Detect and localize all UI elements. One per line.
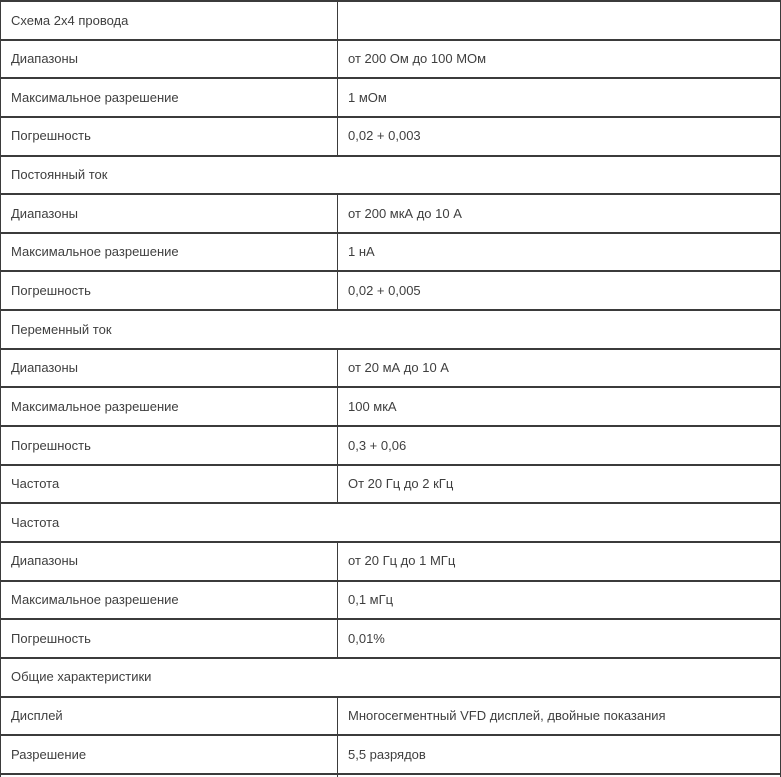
table-row [1,388,780,427]
section-header-row [1,659,780,698]
table-row [1,272,780,311]
table-row [1,41,780,80]
table-row [1,79,780,118]
spec-value: 5,5 разрядов [337,736,780,773]
spec-value [337,2,780,39]
spec-label: Погрешность [11,437,91,453]
table-row [1,698,780,737]
table-row [1,543,780,582]
table-row [1,582,780,621]
spec-value: 100 мкА [337,388,780,425]
spec-value: 0,01% [337,620,780,657]
spec-value: 0,02 + 0,005 [337,272,780,309]
section-title: Постоянный ток [11,167,108,183]
spec-value: от 20 мА до 10 А [337,350,780,387]
spec-label: Максимальное разрешение [11,244,179,260]
section-header-row [1,157,780,196]
spec-label: Погрешность [11,128,91,144]
spec-label: Погрешность [11,630,91,646]
section-header-row [1,504,780,543]
spec-label: Частота [11,476,60,492]
spec-value: от 20 Гц до 1 МГц [337,543,780,580]
spec-label: Диапазоны [11,553,78,569]
spec-value: от 200 Ом до 100 МОм [337,41,780,78]
spec-label: Максимальное разрешение [11,89,179,105]
spec-value: 0,02 + 0,003 [337,118,780,155]
table-row [1,234,780,273]
spec-label: Диапазоны [11,205,78,221]
spec-value: 0,3 + 0,06 [337,427,780,464]
spec-label: Дисплей [11,708,63,724]
spec-value: 0,1 мГц [337,582,780,619]
table-row [1,620,780,659]
spec-value: От 20 Гц до 2 кГц [337,466,780,503]
spec-label: Максимальное разрешение [11,398,179,414]
spec-label: Погрешность [11,283,91,298]
spec-label: Диапазоны [11,360,78,376]
spec-value: от 200 мкА до 10 А [337,195,780,232]
table-row [1,195,780,234]
spec-value: 1 нА [337,234,780,271]
spec-value: Многосегментный VFD дисплей, двойные показания [337,698,780,735]
table-row [1,427,780,466]
spec-label: Диапазоны [11,51,78,67]
spec-label: Разрешение [11,746,87,762]
spec-value: 1 мОм [337,79,780,116]
section-header-row [1,311,780,350]
spec-label: Схема 2х4 провода [11,12,129,28]
section-title: Частота [11,514,60,530]
table-row [1,2,780,41]
table-row [1,736,780,775]
table-row [1,118,780,157]
table-row [1,350,780,389]
spec-label: Максимальное разрешение [11,592,179,608]
section-title: Переменный ток [11,321,112,337]
section-title: Общие характеристики [11,669,152,685]
table-row [1,466,780,505]
